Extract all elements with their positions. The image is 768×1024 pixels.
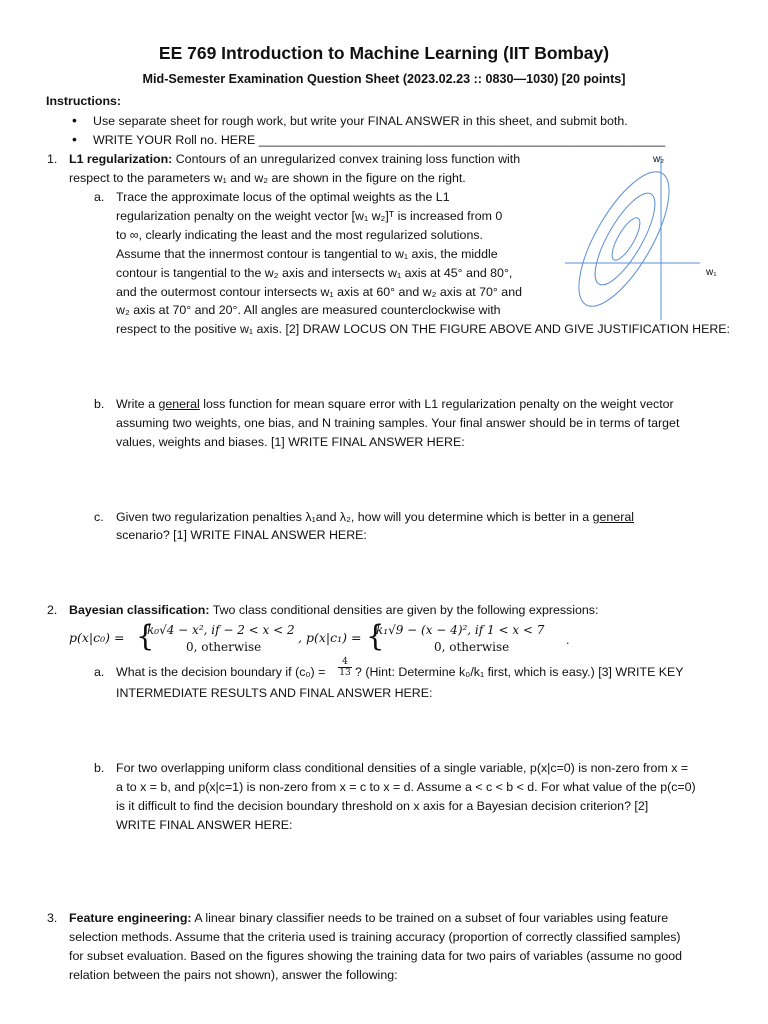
q1c-label: c. [94, 510, 104, 524]
q2-number: 2. [47, 603, 58, 617]
eq-case1-top: k₁√9 − (x − 4)², if 1 < x < 7 [376, 623, 545, 637]
roll-number-line: WRITE YOUR Roll no. HERE ___________________________________________________________ [93, 133, 666, 147]
q3-number: 3. [47, 911, 58, 925]
q2a-line-2: INTERMEDIATE RESULTS AND FINAL ANSWER HERE: [116, 686, 433, 700]
eq-case0-top: k₀√4 − x², if − 2 < x < 2 [147, 623, 295, 637]
q2b-label: b. [94, 761, 105, 775]
q1a-line: regularization penalty on the weight vector [w₁ w₂]ᵀ is increased from 0 [116, 209, 503, 223]
inner-contour [607, 214, 645, 264]
q2-intro-text: Two class conditional densities are given by the following expressions: [212, 603, 599, 617]
q1b-text: Write a [116, 397, 159, 411]
q1a-line: to ∞, clearly indicating the least and the most regularized solutions. [116, 228, 483, 242]
q1b-line-3: values, weights and biases. [1] WRITE FINAL ANSWER HERE: [116, 435, 465, 449]
q2a-line-1-pre: What is the decision boundary if (c₀) = [116, 665, 326, 679]
q1c-line-1 [116, 508, 634, 527]
eq-lhs-c1: , p(x|c₁) = [298, 630, 362, 645]
fraction [338, 657, 352, 678]
eq-lhs-c0: p(x|c₀) = [69, 630, 125, 645]
w1-axis-label: w₁ [706, 267, 717, 278]
q2a-label: a. [94, 665, 105, 679]
brace-icon: { [136, 619, 155, 653]
q2b-line: is it difficult to find the decision boundary threshold on x axis for a Bayesian decision criterion? [2] [116, 799, 649, 813]
q3-line: relation between the pairs not shown), answer the following: [69, 968, 398, 982]
q3-line: selection methods. Assume that the criteria used is training accuracy (proportion of correctly classified samples) [69, 930, 681, 944]
q1a-line: w₂ axis at 70° and 20°. All angles are measured counterclockwise with [116, 303, 501, 317]
q1b-label: b. [94, 397, 105, 411]
q2b-line: WRITE FINAL ANSWER HERE: [116, 818, 293, 832]
q1-intro-text: Contours of an unregularized convex training loss function with [175, 152, 521, 166]
eq-case0-bottom: 0, otherwise [186, 640, 262, 654]
q3-line: for subset evaluation. Based on the figures showing the training data for two pairs of variables (assume no good [69, 949, 683, 963]
bullet-icon: • [72, 112, 77, 128]
q3-intro-text: A linear binary classifier needs to be trained on a subset of four variables using feature [194, 911, 669, 925]
contour-figure [560, 150, 730, 322]
q1b-underlined-word: general [158, 397, 200, 411]
q1a-label: a. [94, 190, 105, 204]
w2-axis-label: w₂ [653, 154, 665, 165]
q3-heading: Feature engineering: [69, 911, 192, 925]
q1-line-2: respect to the parameters w₁ and w₂ are shown in the figure on the right. [69, 171, 466, 185]
middle-contour [584, 185, 665, 292]
exam-title: EE 769 Introduction to Machine Learning (IIT Bombay) [158, 43, 610, 63]
q2b-line: a to x = b, and p(x|c=1) is non-zero from x = c to x = d. Assume a < c < b < d. For what value of the p(c=0) [116, 780, 696, 794]
fraction-numerator: 4 [338, 657, 352, 668]
q1a-line: contour is tangential to the w₂ axis and intersects w₁ axis at 45° and 80°, [116, 266, 513, 280]
q1b-line-2: assuming two weights, one bias, and N training samples. Your final answer should be in terms of target [116, 416, 680, 430]
bullet-icon: • [72, 131, 77, 147]
exam-subtitle: Mid-Semester Examination Question Sheet (2023.02.23 :: 0830—1030) [20 points] [142, 72, 626, 86]
q1a-line: and the outermost contour intersects w₁ axis at 60° and w₂ axis at 70° and [116, 285, 522, 299]
brace-icon: { [366, 619, 385, 653]
q1b-line-1 [116, 395, 674, 414]
eq-case1-bottom: 0, otherwise [434, 640, 510, 654]
q3-line-1 [69, 909, 668, 928]
q1a-line: Assume that the innermost contour is tangential to w₁ axis, the middle [116, 247, 498, 261]
q1a-line: respect to the positive w₁ axis. [2] DRAW LOCUS ON THE FIGURE ABOVE AND GIVE JUSTIFICATION HERE: [116, 322, 730, 336]
q1-line-1 [69, 150, 520, 169]
q1c-line-2: scenario? [1] WRITE FINAL ANSWER HERE: [116, 528, 367, 542]
q1c-underlined-word: general [592, 510, 634, 524]
q2-heading: Bayesian classification: [69, 603, 210, 617]
q1c-text: Given two regularization penalties λ₁and λ₂, how will you determine which is better in a [116, 510, 593, 524]
instructions-heading: Instructions: [46, 94, 122, 108]
q1-heading: L1 regularization: [69, 152, 173, 166]
q2a-line-1-post: ? (Hint: Determine k₀/k₁ first, which is easy.) [3] WRITE KEY [355, 665, 684, 679]
outer-contour [562, 159, 686, 319]
q1a-line: Trace the approximate locus of the optimal weights as the L1 [116, 190, 450, 204]
q1b-text: loss function for mean square error with L1 regularization penalty on the weight vector [199, 397, 674, 411]
fraction-denominator: 13 [339, 668, 351, 678]
eq-period: . [566, 633, 570, 647]
instruction-item: Use separate sheet for rough work, but write your FINAL ANSWER in this sheet, and submit both. [93, 114, 628, 128]
q2b-line: For two overlapping uniform class conditional densities of a single variable, p(x|c=0) is non-zero from x = [116, 761, 689, 775]
q2-line-1 [69, 601, 598, 620]
q1-number: 1. [47, 152, 58, 166]
